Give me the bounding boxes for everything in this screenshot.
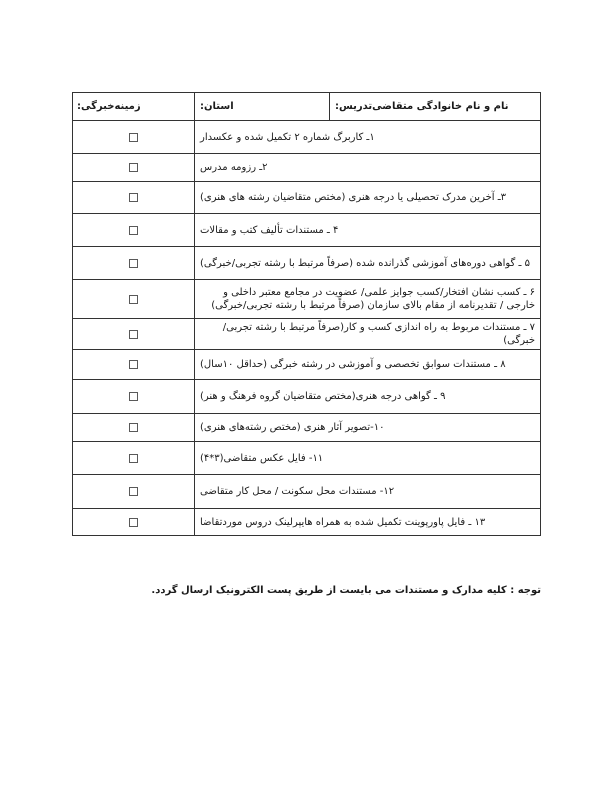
checkbox-cell (73, 247, 194, 279)
table-row (73, 120, 540, 153)
checkbox-cell (73, 442, 194, 474)
table-row (73, 508, 540, 535)
checkbox[interactable] (129, 259, 138, 268)
checkbox[interactable] (129, 330, 138, 339)
row-label: ۱۳ ـ فایل پاورپوینت تکمیل شده به همراه هایپرلینک دروس موردتقاضا (200, 516, 486, 528)
expertise-label: زمینه‌خبرگی: (77, 101, 141, 112)
checkbox[interactable] (129, 163, 138, 172)
row-label-cell (194, 380, 540, 413)
table-row (73, 279, 540, 318)
checkbox[interactable] (129, 133, 138, 142)
checkbox[interactable] (129, 487, 138, 496)
checkbox[interactable] (129, 518, 138, 527)
checkbox[interactable] (129, 360, 138, 369)
table-row (73, 153, 540, 181)
checkbox[interactable] (129, 193, 138, 202)
requirements-table (72, 92, 541, 536)
checkbox-cell (73, 319, 194, 349)
row-label-cell (194, 475, 540, 508)
row-label-cell (194, 319, 540, 349)
checkbox-cell (73, 380, 194, 413)
province-header-cell (194, 93, 329, 120)
row-label: ۸ ـ مستندات سوابق تخصصی و آموزشی در رشته خبرگی (حداقل ۱۰سال) (200, 359, 506, 370)
table-row (73, 441, 540, 474)
table-row (73, 213, 540, 246)
row-label: ۴ ـ مستندات تألیف کتب و مقالات (200, 224, 339, 236)
applicant-name-header-cell (329, 93, 540, 120)
row-label: ۳ـ آخرین مدرک تحصیلی یا درجه هنری (مختص متقاضیان رشته های هنری) (200, 192, 507, 203)
checkbox-cell (73, 475, 194, 508)
checkbox[interactable] (129, 454, 138, 463)
table-row (73, 413, 540, 441)
checkbox[interactable] (129, 226, 138, 235)
row-label-cell (194, 182, 540, 213)
checkbox-cell (73, 154, 194, 181)
row-label-cell (194, 121, 540, 153)
table-row (73, 349, 540, 379)
checkbox-cell (73, 121, 194, 153)
row-label: ۷ ـ مستندات مربوط به راه اندازی کسب و کار(صرفاً مرتبط با رشته تجربی/خبرگی) (222, 322, 535, 346)
table-row (73, 246, 540, 279)
table-row (73, 379, 540, 413)
table-row (73, 318, 540, 349)
table-row (73, 474, 540, 508)
note-text: توجه : کلیه مدارک و مستندات می بایست از طریق پست الکترونیک ارسال گردد. (151, 585, 541, 596)
checkbox-cell (73, 350, 194, 379)
row-label: ۱ـ کاربرگ شماره ۲ تکمیل شده و عکسدار (200, 131, 375, 143)
row-label: ۱۱- فایل عکس متقاضی(۳*۴) (200, 452, 324, 464)
row-label-cell (194, 350, 540, 379)
row-label-cell (194, 214, 540, 246)
row-label: ۱۲- مستندات محل سکونت / محل کار متقاضی (200, 486, 395, 497)
row-label: ۶ ـ کسب نشان افتخار/کسب جوایز علمی/ عضویت در مجامع معتبر داخلی و خارجی / تقدیرنامه از مقام بالای سازمان (صرفاً مرتبط با رشته تجربی/خبرگی) (211, 287, 535, 311)
row-label: ۵ ـ گواهی دوره‌های آموزشی گذرانده شده (صرفاً مرتبط با رشته تجربی/خبرگی) (200, 257, 530, 269)
checkbox[interactable] (129, 423, 138, 432)
checkbox-cell (73, 414, 194, 441)
row-label: ۹ ـ گواهی درجه هنری(مختص متقاضیان گروه فرهنگ و هنر) (200, 391, 446, 402)
expertise-header-cell (73, 93, 194, 120)
checkbox-cell (73, 182, 194, 213)
row-label-cell (194, 442, 540, 474)
row-label: ۱۰-تصویر آثار هنری (مختص رشته‌های هنری) (200, 422, 385, 433)
checkbox-cell (73, 280, 194, 318)
row-label-cell (194, 509, 540, 535)
checkbox-cell (73, 214, 194, 246)
checkbox[interactable] (129, 295, 138, 304)
row-label: ۲ـ رزومه مدرس (200, 162, 268, 173)
checkbox-cell (73, 509, 194, 535)
table-row (73, 181, 540, 213)
table-header-row (73, 93, 540, 120)
province-label: استان: (200, 101, 234, 112)
checkbox[interactable] (129, 392, 138, 401)
row-label-cell (194, 280, 540, 318)
row-label-cell (194, 154, 540, 181)
applicant-name-label: نام و نام خانوادگی متقاضی‌تدریس: (335, 101, 509, 112)
row-label-cell (194, 247, 540, 279)
row-label-cell (194, 414, 540, 441)
